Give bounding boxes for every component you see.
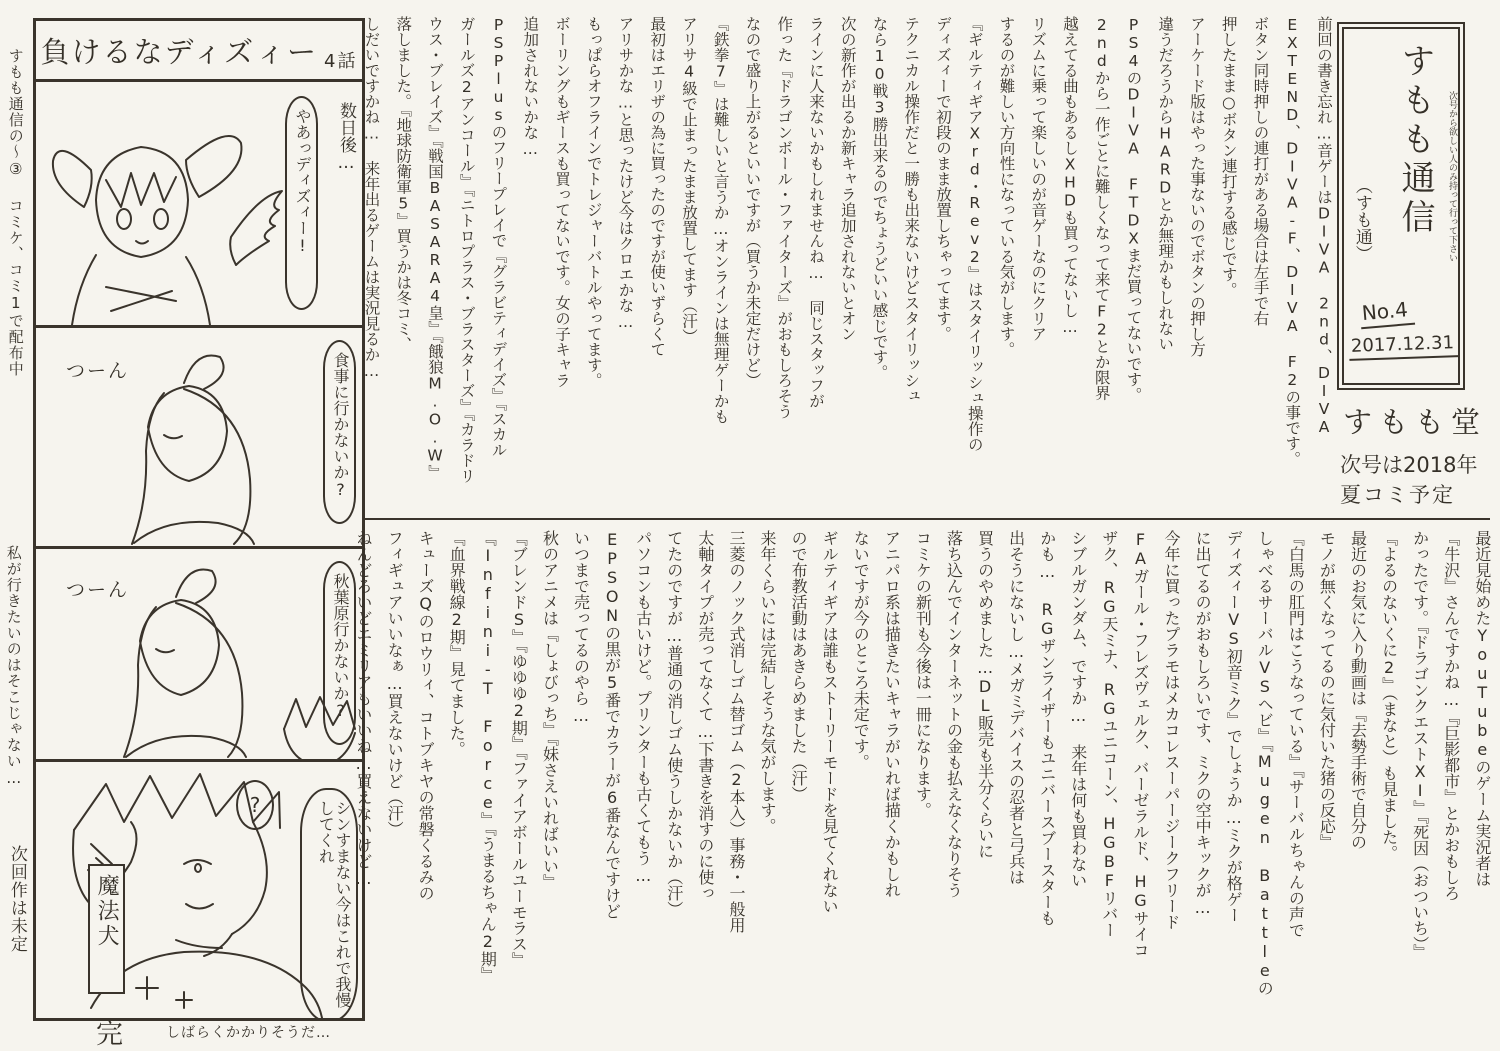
bottom-column-12: ザク、RG天ミナ、RGユニコーン、HGBFリバー xyxy=(1099,530,1119,938)
bottom-column-0: 最近見始めたYouTubeのゲーム実況者は xyxy=(1472,530,1492,887)
masthead-box xyxy=(1337,22,1465,390)
article-section-games xyxy=(363,16,1331,514)
top-column-1: EXTEND、DIVA-F、DIVA F2の事です。 xyxy=(1283,16,1302,467)
bottom-column-34: キューズQのロウリィ、コトブキヤの常磐くるみの xyxy=(416,530,436,901)
top-column-2: ボタン同時押しの連打がある場合は左手で右 xyxy=(1251,16,1270,326)
panel1-sketch-dizzy xyxy=(36,85,286,325)
bottom-column-23: 来年くらいには完結しそうな気がします。 xyxy=(758,530,778,834)
bottom-column-33: 『血界戦線2期』見てました。 xyxy=(447,530,467,757)
panel3-speech-bubble: 秋葉原行かないか? xyxy=(323,561,356,745)
bottom-column-35: フィギュアいいなぁ…買えないけど（汗） xyxy=(385,530,405,837)
comic-panel-2 xyxy=(36,328,362,549)
panel4-sign-mahouken: 魔法犬 xyxy=(88,864,125,994)
top-column-4: アーケード版はやった事ないのでボタンの押し方 xyxy=(1188,16,1206,357)
bottom-column-32: 『Infini-T Force』『うまるちゃん2期』 xyxy=(478,530,498,983)
top-column-11: 『ギルティギアXrd・Rev2』はスタイリッシュ操作の xyxy=(965,16,984,452)
top-column-22: アリサかな…と思ったけど今はクロエかな… xyxy=(616,16,635,331)
bottom-column-18: コミケの新刊も今後は一冊になります。 xyxy=(913,530,933,818)
bottom-column-9: に出てるのがおもしろいです、ミクの空中キックが… xyxy=(1193,530,1213,917)
comic-panel-4 xyxy=(36,762,362,1018)
bottom-column-14: かも… RGザンライザーもユニバースブースターも xyxy=(1037,530,1057,926)
top-column-24: ボーリングもギースも買ってないです。女の子キャラ xyxy=(553,16,571,388)
next-issue-line1: 次号は2018年 xyxy=(1340,453,1478,477)
bottom-column-30: 秋のアニメは『しょびっち』『妹さえいればいい』 xyxy=(540,530,560,890)
top-column-10: するのが難しい方向性になっている気がします。 xyxy=(997,16,1016,357)
margin-note-distribution: すもも通信の〜③ コミケ、コミ1で配布中 xyxy=(6,48,25,377)
issue-date: 2017.12.31 xyxy=(1349,332,1459,361)
panel4-speech-bubble: シンすまない今はこれで我慢してくれ xyxy=(300,788,358,1018)
top-column-15: 次の新作が出るか新キャラ追加されないとオン xyxy=(838,16,857,342)
bottom-column-25: 太軸タイプが売ってなくて…下書きを消すのに使っ xyxy=(695,530,715,901)
bottom-column-8: ディズィーVS初音ミク』でしょうか…ミクが格ゲー xyxy=(1224,530,1244,923)
top-column-3: 押したまま○ボタン連打する感じです。 xyxy=(1219,16,1238,298)
bottom-column-21: ギルティギアは誰もストーリーモードを見てくれない xyxy=(820,530,840,914)
top-column-7: 2ndから一作ごとに難しくなって来てF2とか限界 xyxy=(1092,16,1111,401)
comic-end-note: しばらくかかりそうだ… xyxy=(166,1025,331,1041)
top-column-21: 最初はエリザの為に買ったのですが使いずらくて xyxy=(648,16,667,357)
section-divider-line xyxy=(363,518,1490,520)
issue-number: No.4 xyxy=(1359,297,1415,330)
bottom-column-5: モノが無くなってるのに気付いた猪の反応』 xyxy=(1317,530,1337,850)
bottom-column-29: いつまで売ってるのやら… xyxy=(571,530,591,725)
bottom-column-4: 最近のお気に入り動画は『去勢手術で自分の xyxy=(1348,530,1368,850)
bottom-column-1: 『牛沢』さんですかね…『巨影都市』とかおもしろ xyxy=(1441,530,1461,901)
bottom-column-36: ねんどろいどエミリアもいいね…買えないけど… xyxy=(354,530,373,888)
bottom-column-31: 『ブレンドS』『ゆゆゆ2期』『ファイアボールユーモラス』 xyxy=(509,530,529,968)
bottom-column-24: 三菱のノック式消しゴム替ゴム（2本入）事務・一般用 xyxy=(726,530,746,933)
top-column-12: ディズィーで初段のまま放置しちゃってます。 xyxy=(934,16,952,342)
bottom-column-13: シブルガンダム、ですか… 来年は何も買わない xyxy=(1068,530,1088,888)
top-column-23: もっぱらオフラインでトレジャーバトルやってます。 xyxy=(584,16,603,388)
top-column-29: 落しました。『地球防衛軍5』買うかは冬コミ、 xyxy=(394,16,413,352)
bottom-column-27: パソコンも古いけど。プリンターも古くてもう… xyxy=(633,530,653,885)
bottom-column-10: 今年に買ったプラモはメカコレスーパージークフリード xyxy=(1162,530,1182,930)
masthead-side-note: 次号から欲しい人のみ持って行って下さい xyxy=(1447,91,1457,262)
comic-panel-1 xyxy=(36,82,362,328)
bottom-column-20: ないですが今のところ未定です。 xyxy=(851,530,871,770)
bottom-column-26: てたのですが…普通の消しゴム使うしかないか（汗） xyxy=(664,530,684,917)
top-column-0: 前回の書き忘れ…音ゲーはDIVA 2nd、DIVA xyxy=(1315,16,1333,436)
panel1-caption: 数日後… xyxy=(336,102,356,173)
top-column-28: ウス・ブレイズ』『戦国BASARA4皇』『餓狼M.O.W』 xyxy=(426,16,444,480)
margin-note-tsukkomi: 私が行きたいのはそこじゃない… xyxy=(4,545,23,788)
bottom-column-15: 出そうにないし…メガミデバイスの忍者と弓兵は xyxy=(1006,530,1026,885)
comic-episode: 4話 xyxy=(324,51,358,72)
bottom-column-28: EPSONの黒が5番でカラーが6番なんですけど xyxy=(602,530,622,919)
top-column-5: 違うだろうからHARDとか無理かもしれない xyxy=(1156,16,1175,352)
comic-strip xyxy=(33,18,365,1021)
top-column-18: なので盛り上がるといいですが（買うか未定だけど） xyxy=(743,16,762,388)
masthead-inner-frame xyxy=(1342,27,1460,385)
comic-title-bar xyxy=(36,21,362,82)
comic-panel-3 xyxy=(36,549,362,762)
top-column-27: ガールズ2アンコール』『ニトロプラス・ブラスターズ』『カラドリ xyxy=(457,16,476,484)
top-column-19: 『鉄拳7』は難しいと言うか…オンラインは無理ゲーかも xyxy=(711,16,730,424)
bottom-column-19: アニパロ系は描きたいキャラがいれば描くかもしれ xyxy=(882,530,902,898)
comic-title: 負けるなディズィー xyxy=(40,34,319,69)
publisher-name: すもも堂 xyxy=(1343,405,1488,439)
bottom-column-16: 買うのやめました…DL販売も半分くらいに xyxy=(975,530,995,859)
top-column-30: しだいですかね… 来年出るゲームは実況見るか… xyxy=(362,16,381,380)
bottom-column-2: かったです。『ドラゴンクエストXI』『死因（おついち）』 xyxy=(1410,530,1430,960)
panel4-question-bubble: ? xyxy=(236,780,274,830)
top-column-25: 追加されないかな… xyxy=(521,16,540,158)
top-column-17: 作った『ドラゴンボール・ファイターズ』がおもしろそう xyxy=(775,16,794,419)
bottom-column-22: ので布教活動はあきらめました（汗） xyxy=(789,530,809,802)
top-column-14: なら10戦3勝出来るのでちょうどいい感じです。 xyxy=(870,16,889,380)
bottom-column-17: 落ち込んでインターネットの金も払えなくなりそう xyxy=(944,530,964,898)
zine-title-alias: （すも通） xyxy=(1351,177,1372,262)
margin-note-next-work: 次回作は未定 xyxy=(6,845,27,953)
top-column-8: 越えてる曲もあるしXHDも買ってないし… xyxy=(1061,16,1079,336)
top-column-26: PSPlusのフリープレイで『グラビティデイズ』『スカル xyxy=(489,16,508,458)
panel3-sfx: つーん xyxy=(66,579,130,601)
top-column-9: リズムに乗って楽しいのが音ゲーなのにクリア xyxy=(1029,16,1048,342)
bottom-column-3: 『よるのないくに2』（まなと）も見ました。 xyxy=(1379,530,1399,861)
comic-end-mark: 完 xyxy=(96,1019,123,1050)
top-column-16: ラインに人来ないかもしれませんね… 同じスタッフが xyxy=(807,16,825,409)
top-column-13: テクニカル操作だと一勝も出来ないけどスタイリッシュ xyxy=(902,16,921,404)
bottom-column-11: FAガール・フレズヴェルク、バーゼラルド、HGサイコ xyxy=(1130,530,1150,958)
bottom-column-6: 『白馬の肛門はこうなっている』『サーバルちゃんの声で xyxy=(1286,530,1306,938)
panel2-speech-bubble: 食事に行かないか? xyxy=(323,340,356,524)
panel1-speech-bubble: やあっディズィー! xyxy=(285,96,318,310)
article-section-misc xyxy=(355,530,1490,1038)
zine-title: すもも通信 xyxy=(1395,43,1435,238)
next-issue-line2: 夏コミ予定 xyxy=(1340,483,1455,507)
top-column-20: アリサ4級で止まったまま放置してます（汗） xyxy=(680,16,698,344)
top-column-6: PS4のDIVA FTDXまだ買ってないです。 xyxy=(1124,16,1143,403)
bottom-column-7: しゃべるサーバルVSヘビ』『Mugen Battleの xyxy=(1255,530,1275,996)
panel2-sfx: つーん xyxy=(66,360,130,382)
